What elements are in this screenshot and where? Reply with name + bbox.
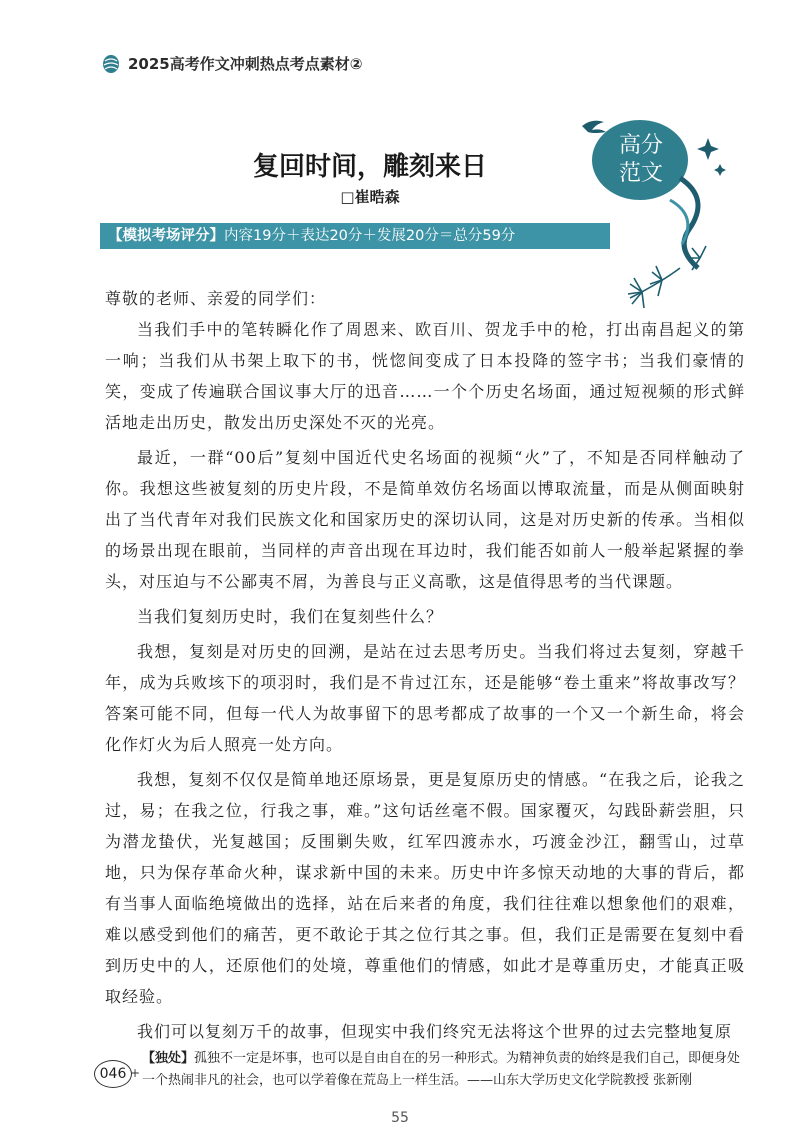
badge-line-1: 高分 (618, 133, 663, 158)
quote-label: 【独处】 (142, 1051, 195, 1066)
paragraph: 我想，复刻不仅仅是简单地还原场景，更是复原历史的情感。“在我之后，论我之过，易；在我之位，行我之事，难。”这句话丝毫不假。国家覆灭，勾践卧薪尝胆，只为潜龙蛰伏，光复越国；反围剿失败，红军四渡赤水，巧渡金沙江，翻雪山，过草地，只为保存革命火种，谋求新中国的未来。历史中许多惊天动地的大事的背后，都有当事人面临绝境做出的选择，站在后来者的角度，我们往往难以想象他们的艰难，难以感受到他们的痛苦，更不敢论于其之位行其之事。但，我们正是需要在复刻中看到历史中的人，还原他们的处境，尊重他们的情感，如此才是尊重历史，才能真正吸取经验。 (105, 770, 745, 1006)
running-header (100, 50, 362, 76)
essay-body (105, 283, 745, 1051)
sparkle-icon (697, 138, 726, 176)
score-text: 内容19分＋表达20分＋发展20分＝总分59分 (224, 228, 516, 244)
paragraph: 当我们复刻历史时，我们在复刻些什么？ (137, 607, 444, 626)
paragraph: 我想，复刻是对历史的回溯，是站在过去思考历史。当我们将过去复刻，穿越千年，成为兵败垓下的项羽时，我们是不肯过江东，还是能够“卷土重来”将故事改写？答案可能不同，但每一代人为故事留下的思考都成了故事的一个又一个新生命，将会化作灯火为后人照亮一处方向。 (105, 642, 745, 754)
pinecone-logo-icon (100, 52, 122, 74)
score-label: 【模拟考场评分】 (108, 228, 224, 244)
paragraph: 我们可以复刻万千的故事，但现实中我们终究无法将这个世界的过去完整地复原 (137, 1022, 733, 1041)
greeting: 尊敬的老师、亲爱的同学们： (105, 289, 327, 308)
essay-title: 复回时间，雕刻来日 (252, 152, 487, 182)
bottom-page-number: 55 (391, 1110, 409, 1126)
high-score-badge (598, 132, 684, 188)
essay-author: □崔晧森 (340, 188, 400, 206)
header-title: 2025高考作文冲刺热点考点素材② (128, 54, 363, 73)
score-bar (100, 223, 610, 249)
paragraph: 最近，一群“00后”复刻中国近代史名场面的视频“火”了，不知是否同样触动了你。我想这些被复刻的历史片段，不是简单效仿名场面以博取流量，而是从侧面映射出了当代青年对我们民族文化和国家历史的深切认同，这是对历史新的传承。当相似的场景出现在眼前，当同样的声音出现在耳边时，我们能否如前人一般举起紧握的拳头，对压迫与不公鄙夷不屑，为善良与正义高歌，这是值得思考的当代课题。 (105, 448, 745, 591)
page-number: 046 (94, 1060, 132, 1088)
sparkle-small-icon: + (130, 1066, 141, 1080)
quote-text: 孤独不一定是坏事，也可以是自由自在的另一种形式。为精神负责的始终是我们自己，即便身处一个热闹非凡的社会，也可以学着像在荒岛上一样生活。——山东大学历史文化学院教授 张新刚 (142, 1051, 741, 1088)
footer-quote (142, 1048, 742, 1092)
paragraph: 当我们手中的笔转瞬化作了周恩来、欧百川、贺龙手中的枪，打出南昌起义的第一响；当我们从书架上取下的书，恍惚间变成了日本投降的签字书；当我们豪情的笑，变成了传遍联合国议事大厅的迅音……一个个历史名场面，通过短视频的形式鲜活地走出历史，散发出历史深处不灭的光亮。 (105, 320, 745, 432)
badge-line-2: 范文 (618, 161, 663, 186)
